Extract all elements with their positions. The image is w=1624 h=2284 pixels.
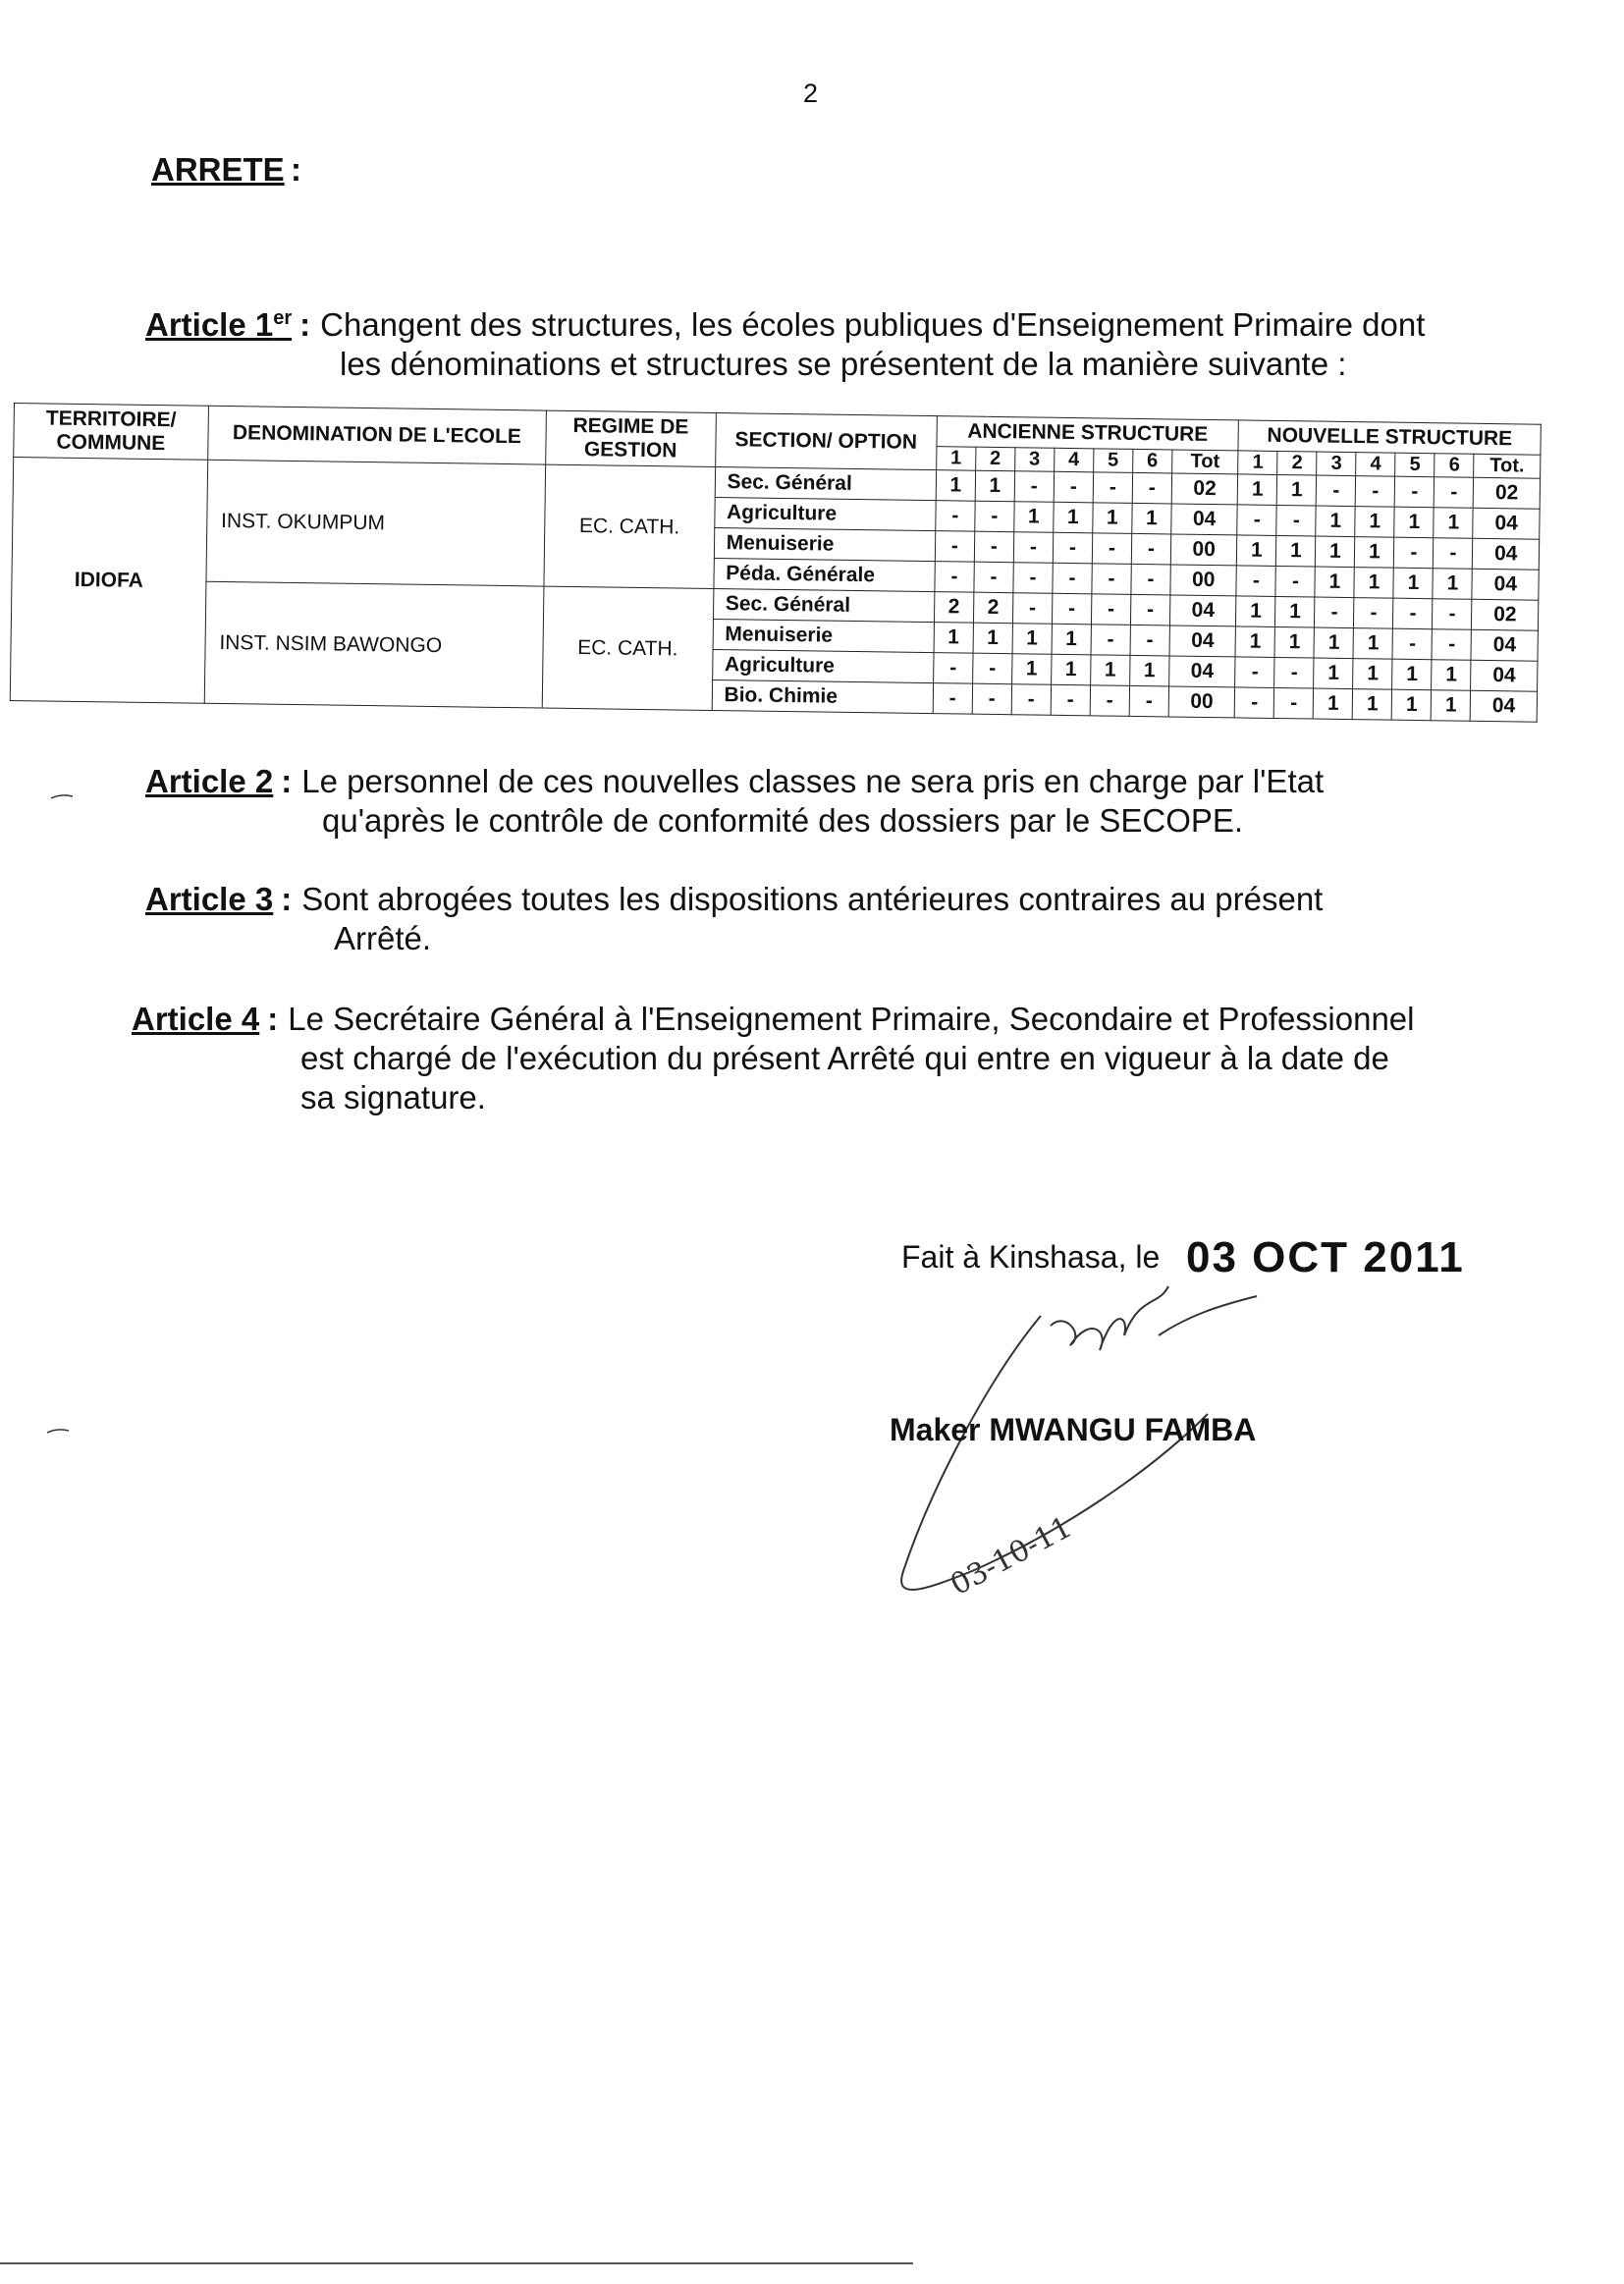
header-nouvelle: NOUVELLE STRUCTURE <box>1238 420 1541 455</box>
nouvelle-value-cell: - <box>1236 566 1275 597</box>
option-cell: Bio. Chimie <box>712 680 934 713</box>
heading: ARRETE <box>151 151 285 188</box>
ancienne-value-cell: 1 <box>1052 624 1091 655</box>
ancienne-value-cell: - <box>936 501 975 532</box>
article-4-label: Article 4 <box>132 1001 260 1037</box>
nouvelle-value-cell: 1 <box>1394 507 1434 538</box>
ancienne-value-cell: - <box>1130 625 1169 656</box>
article-1-text-2: les dénominations et structures se présentent de la manière suivante : <box>340 346 1347 382</box>
regime-cell: EC. CATH. <box>544 464 715 588</box>
nouvelle-value-cell: - <box>1393 598 1433 629</box>
article-2-text-1: Le personnel de ces nouvelles classes ne sera pris en charge par l'Etat <box>301 763 1325 799</box>
header-regime: REGIME DE GESTION <box>546 410 716 466</box>
ancienne-value-cell: - <box>1131 533 1170 565</box>
column-header: Tot. <box>1474 454 1541 478</box>
nouvelle-value-cell: 02 <box>1474 477 1541 509</box>
header-ancienne: ANCIENNE STRUCTURE <box>937 416 1239 451</box>
nouvelle-value-cell: 1 <box>1235 626 1274 658</box>
nouvelle-value-cell: - <box>1354 598 1393 629</box>
nouvelle-value-cell: 1 <box>1238 474 1277 506</box>
nouvelle-value-cell: 1 <box>1314 658 1353 689</box>
nouvelle-value-cell: 1 <box>1433 569 1472 600</box>
column-header: 2 <box>975 447 1014 471</box>
article-4-text-2: est chargé de l'exécution du présent Arrêté qui entre en vigueur à la date de <box>300 1040 1389 1076</box>
ancienne-value-cell: 1 <box>1054 502 1093 533</box>
ancienne-value-cell: 1 <box>1014 502 1054 533</box>
ancienne-value-cell: - <box>975 501 1014 532</box>
column-header: 1 <box>1238 451 1277 475</box>
date-stamp: 03 OCT 2011 <box>1186 1233 1465 1281</box>
column-header: 2 <box>1277 451 1317 475</box>
ancienne-value-cell: - <box>1092 564 1131 595</box>
ancienne-value-cell: - <box>1011 684 1051 716</box>
place-date-line: Fait à Kinshasa, le <box>901 1239 1161 1275</box>
nouvelle-value-cell: 1 <box>1392 659 1432 690</box>
article-1-label: Article 1er <box>145 306 293 343</box>
ancienne-value-cell: 04 <box>1169 595 1236 626</box>
nouvelle-value-cell: - <box>1275 566 1315 597</box>
option-cell: Agriculture <box>712 649 934 682</box>
column-header: 3 <box>1014 448 1054 472</box>
option-cell: Menuiserie <box>714 527 936 561</box>
ancienne-value-cell: 1 <box>1129 655 1168 686</box>
article-3-text-1: Sont abrogées toutes les dispositions antérieures contraires au présent <box>301 881 1324 917</box>
header-denomination: DENOMINATION DE L'ECOLE <box>208 406 547 464</box>
nouvelle-value-cell: 02 <box>1472 599 1539 630</box>
nouvelle-value-cell: - <box>1395 476 1435 508</box>
nouvelle-value-cell: - <box>1237 505 1276 536</box>
nouvelle-value-cell: 1 <box>1392 689 1432 721</box>
nouvelle-value-cell: - <box>1276 505 1316 536</box>
ancienne-value-cell: 1 <box>973 623 1012 654</box>
ancienne-value-cell: - <box>1129 685 1168 717</box>
ancienne-value-cell: - <box>935 531 974 563</box>
column-header: 1 <box>936 447 975 471</box>
ancienne-value-cell: 1 <box>1051 654 1090 685</box>
ancienne-value-cell: - <box>972 653 1011 684</box>
article-4: Article 4 : Le Secrétaire Général à l'Enseignement Primaire, Secondaire et Professionnel est chargé de l'exécution du présent Arrêté qui entre en vigueur à la date de sa signature. <box>132 1000 1452 1117</box>
nouvelle-value-cell: 1 <box>1355 537 1394 569</box>
column-header: 4 <box>1356 453 1395 477</box>
margin-mark <box>51 793 73 799</box>
handwritten-date: 03-10-11 <box>945 1509 1078 1604</box>
nouvelle-value-cell: 1 <box>1275 596 1315 627</box>
column-header: 6 <box>1133 449 1172 473</box>
nouvelle-value-cell: - <box>1392 628 1432 660</box>
ancienne-value-cell: - <box>1131 564 1170 595</box>
option-cell: Sec. Général <box>715 466 937 500</box>
nouvelle-value-cell: - <box>1394 537 1434 569</box>
article-3: Article 3 : Sont abrogées toutes les dispositions antérieures contraires au présent Arrêté. <box>145 880 1466 958</box>
ancienne-value-cell: 00 <box>1170 534 1237 566</box>
option-cell: Menuiserie <box>713 619 935 652</box>
nouvelle-value-cell: 04 <box>1471 629 1538 661</box>
regime-cell: EC. CATH. <box>542 586 713 710</box>
ancienne-value-cell: 1 <box>934 623 973 654</box>
nouvelle-value-cell: 1 <box>1237 535 1276 567</box>
heading-colon: : <box>291 151 301 188</box>
nouvelle-value-cell: - <box>1356 476 1395 508</box>
structure-table <box>10 403 1542 723</box>
ancienne-value-cell: - <box>1012 593 1052 625</box>
nouvelle-value-cell: 04 <box>1472 569 1539 600</box>
ancienne-value-cell: 1 <box>936 470 975 502</box>
article-4-text-3: sa signature. <box>300 1079 486 1115</box>
nouvelle-value-cell: 1 <box>1277 474 1317 506</box>
margin-mark <box>47 1428 69 1434</box>
nouvelle-value-cell: - <box>1434 538 1473 570</box>
nouvelle-value-cell: 1 <box>1353 659 1392 690</box>
article-2-text-2: qu'après le contrôle de conformité des dossiers par le SECOPE. <box>322 802 1244 839</box>
signature <box>864 1277 1316 1650</box>
article-3-text-2: Arrêté. <box>334 920 432 956</box>
nouvelle-value-cell: 1 <box>1432 660 1471 691</box>
bottom-rule <box>0 2262 913 2264</box>
nouvelle-value-cell: - <box>1274 687 1314 719</box>
nouvelle-value-cell: 1 <box>1353 689 1392 721</box>
ancienne-value-cell: - <box>1093 472 1132 504</box>
ancienne-value-cell: - <box>1052 593 1091 625</box>
ancienne-value-cell: 04 <box>1171 504 1238 535</box>
ancienne-value-cell: - <box>1013 532 1053 564</box>
nouvelle-value-cell: 04 <box>1471 690 1538 722</box>
nouvelle-value-cell: 1 <box>1355 507 1394 538</box>
nouvelle-value-cell: 1 <box>1316 506 1355 537</box>
ancienne-value-cell: - <box>935 562 974 593</box>
nouvelle-value-cell: 1 <box>1236 596 1275 627</box>
ancienne-value-cell: 1 <box>1132 503 1171 534</box>
column-header: 4 <box>1054 448 1093 472</box>
column-header: 5 <box>1094 449 1133 473</box>
nouvelle-value-cell: - <box>1432 629 1471 661</box>
article-1: Article 1er : Changent des structures, les écoles publiques d'Enseignement Primaire dont les dénominations et structures se présentent de la manière suivante : <box>145 299 1466 384</box>
column-header: 5 <box>1395 453 1435 477</box>
option-cell: Sec. Général <box>713 588 935 622</box>
school-name-cell: INST. NSIM BAWONGO <box>204 581 544 708</box>
ancienne-value-cell: - <box>933 683 972 715</box>
ancienne-value-cell: - <box>1091 594 1130 625</box>
ancienne-value-cell: - <box>972 683 1011 715</box>
ancienne-value-cell: 04 <box>1169 656 1236 687</box>
ancienne-value-cell: - <box>933 653 972 684</box>
option-cell: Agriculture <box>714 497 936 530</box>
header-section: SECTION/ OPTION <box>715 412 937 469</box>
nouvelle-value-cell: 1 <box>1314 688 1353 720</box>
nouvelle-value-cell: 1 <box>1274 626 1314 658</box>
ancienne-value-cell: 1 <box>1011 654 1051 685</box>
nouvelle-value-cell: - <box>1235 687 1274 719</box>
ancienne-value-cell: 1 <box>1012 624 1052 655</box>
ancienne-value-cell: - <box>974 562 1013 593</box>
ancienne-value-cell: 00 <box>1170 565 1237 596</box>
nouvelle-value-cell: - <box>1317 475 1356 507</box>
ancienne-value-cell: - <box>1053 532 1092 564</box>
ancienne-value-cell: - <box>1014 471 1054 503</box>
article-1-text-1: Changent des structures, les écoles publiques d'Enseignement Primaire dont <box>320 306 1426 343</box>
column-header: 6 <box>1435 454 1474 478</box>
nouvelle-value-cell: - <box>1435 477 1474 509</box>
ancienne-value-cell: 2 <box>934 592 973 624</box>
territoire-cell: IDIOFA <box>10 458 207 704</box>
article-3-label: Article 3 <box>145 881 274 917</box>
nouvelle-value-cell: 1 <box>1353 628 1392 660</box>
nouvelle-value-cell: 04 <box>1471 660 1538 691</box>
nouvelle-value-cell: 1 <box>1354 568 1393 599</box>
ancienne-value-cell: - <box>974 531 1013 563</box>
ancienne-value-cell: 00 <box>1168 686 1235 718</box>
option-cell: Péda. Générale <box>714 558 936 591</box>
ancienne-value-cell: 1 <box>1093 503 1132 534</box>
ancienne-value-cell: 2 <box>973 592 1012 624</box>
nouvelle-value-cell: 04 <box>1473 538 1540 570</box>
ancienne-value-cell: 04 <box>1169 625 1236 657</box>
page-number: 2 <box>803 79 819 108</box>
nouvelle-value-cell: 1 <box>1434 508 1473 539</box>
ancienne-value-cell: - <box>1090 685 1129 717</box>
ancienne-value-cell: - <box>1132 472 1171 504</box>
header-territoire: TERRITOIRE/ COMMUNE <box>14 404 209 461</box>
ancienne-value-cell: - <box>1013 563 1053 594</box>
article-4-text-1: Le Secrétaire Général à l'Enseignement Primaire, Secondaire et Professionnel <box>288 1001 1415 1037</box>
nouvelle-value-cell: 1 <box>1316 536 1355 568</box>
column-header: 3 <box>1317 452 1356 476</box>
nouvelle-value-cell: 04 <box>1473 508 1540 539</box>
nouvelle-value-cell: 1 <box>1432 690 1471 722</box>
signer-name: Maker MWANGU FAMBA <box>890 1412 1257 1447</box>
article-2-label: Article 2 <box>145 763 274 799</box>
nouvelle-value-cell: 1 <box>1276 535 1316 567</box>
ancienne-value-cell: - <box>1054 471 1093 503</box>
ancienne-value-cell: 1 <box>1090 655 1129 686</box>
ancienne-value-cell: - <box>1092 533 1131 565</box>
nouvelle-value-cell: - <box>1315 597 1354 628</box>
nouvelle-value-cell: - <box>1274 657 1314 688</box>
nouvelle-value-cell: 1 <box>1315 567 1354 598</box>
ancienne-value-cell: - <box>1091 625 1130 656</box>
nouvelle-value-cell: - <box>1235 657 1274 688</box>
ancienne-value-cell: 02 <box>1171 473 1238 505</box>
ancienne-value-cell: 1 <box>975 470 1014 502</box>
article-2: Article 2 : Le personnel de ces nouvelles classes ne sera pris en charge par l'Etat qu'après le contrôle de conformité des dossiers par le SECOPE. <box>145 762 1466 841</box>
column-header: Tot <box>1172 450 1239 474</box>
nouvelle-value-cell: - <box>1433 599 1472 630</box>
ancienne-value-cell: - <box>1130 594 1169 625</box>
nouvelle-value-cell: 1 <box>1393 568 1433 599</box>
nouvelle-value-cell: 1 <box>1314 627 1353 659</box>
ancienne-value-cell: - <box>1053 563 1092 594</box>
ancienne-value-cell: - <box>1051 684 1090 716</box>
school-name-cell: INST. OKUMPUM <box>206 460 546 586</box>
